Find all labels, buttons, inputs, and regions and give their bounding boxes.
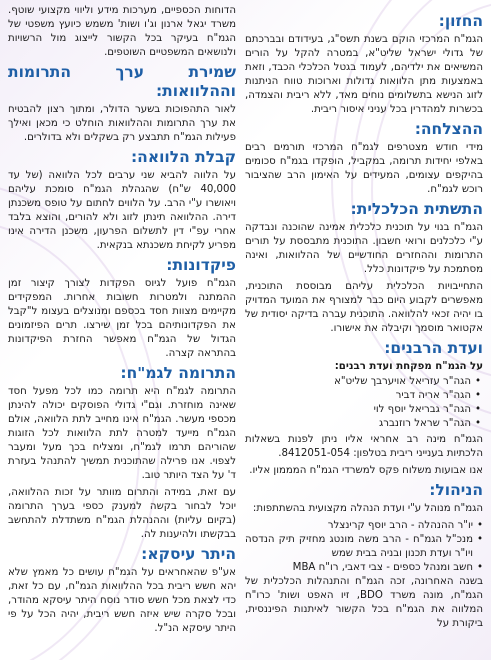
section-heading: היתר עיסקא: [141,545,236,563]
section-heading: הניהול: [429,481,483,499]
donation-section [8,364,236,542]
section-text: הגמ"ח המרכזי הוקם בשנת תשס"ג, בעידודם ובברכתם של גדולי ישראל שליט"א, במטרה להקל על הורים המשיאים את ילדיהם, לעמוד בגטל הכלכלי הכבד, וזאת באמצעות מתן הלוואות גדולות וארוכות טווח הניתנות לזוג הנישא בתשלומים נוחים מאד, ללא ריבית והצמדה, בכשרות למהדרין בכל עניני איסור ריבית. [245,34,483,115]
list-item: • חשב ומנהל כספים - צבי דאבי, רו"ח MBA [245,561,483,575]
section-text: הגמ"ח מנוהל ע"י ועדת הנהלה מקצועית בהשתתפות: [252,503,483,514]
section-subtitle: על הגמ"ח מפקחת ועדת רבנים: [334,361,483,372]
success-section [245,120,483,197]
section-text: הגמ"ח בנוי על תוכנית כלכלית אמינה שהוכנה ונבדקה ע"י כלכלנים ורואי חשבון. התוכנית מתבססת על תורים התרומות וההחזרים החודשיים של ההלוואות, ואינה מסתמכת על פיקדונות כלל. [245,222,483,275]
management-section [245,481,483,631]
section-text: על הלווה להביא שני ערבים לכל הלוואה (של עד 40,000 ש"ח) שהגהלת הגמ"ח סומכת עליהם ויאושרו ע"י הרב. על הלווים לחתום על טופס משכנתן דירה. ההלוואה תינתן לזוג ולא להורים, והוצא בלבד אחרי עפ"י דין לתשלום הפרעון, משכנן הדירה אינו מפריע לקיחת משכנתא בנקאית. [8,170,236,251]
management-list [245,519,483,575]
advantage-section [8,545,236,636]
section-text: התחייבויות הכלכלית עליהם מבוססת התוכנית, מאפשרים לקבוע היום כבר למצורף את המועד המדויק בו יהיה זכאי להלוואה. התוכנית עברה בדיקה יסודית של אקטואר מוסמך וקיבלה את אישורו. [245,281,483,334]
section-text: הגמ"ח פועל לגיוס הפקדות לצורך קיצור זמן ההמתנה ולמטרות חשובות אחרות. המפקידים מקיימים מצוות חסד בכספם ומנוצלים בעצומ ל"קבל את הפקדונותיהם בכל זמן שירצו. תרים הפיזמונים הגדול של הגמ"ח מאפשר החזרת הפיקדונות בהתראה קצרה. [8,278,236,359]
intro-section [8,4,236,60]
section-heading: פיקדונות: [166,256,236,274]
section-heading: קבלת הלוואה: [130,148,236,166]
vision-section [245,12,483,117]
value-section [8,63,236,145]
list-item: • הגה"ר עזריאל אויערבך שליט"א [245,375,483,389]
section-text: אנו אבועות משלוח פקס למשרדי הגמ"ח המממון אליו. [249,465,483,476]
rabbis-list [245,375,483,431]
list-item: • הגה"ר גבריאל יוסף לוי [245,403,483,417]
section-heading: החזון: [438,12,483,30]
list-item: • הגה"ר שראל רוזנברג [245,417,483,431]
list-item: • הגה"ר אריה דביר [245,389,483,403]
list-item: • יו"ר ההנהלה - הרב יוסף קרינצלר [245,519,483,533]
section-heading: שמירת ערך התרומות וההלוואות: [8,63,236,100]
section-heading: התרומה לגמ"ח: [120,364,236,382]
section-text: בשנה האחרונה, זכה הגמ"ח והתנהלות הכלכלית של הגמ"ח, מונה משרד BDO, זיו האפט ושות' כרו"ח המלווה את הגמ"ח בכל הקשור לאיתנות הפיננסית, ביקורת על [245,576,484,629]
section-heading: ועדת הרבנים: [384,339,483,357]
rabbis-section [245,339,483,478]
section-text: עם זאת, במידה והתרום מוותר על זכות ההלוואה, יוכל לבחור בקשה למענק כספי בערך התרומה (בקיום עליות) וההנהלת הגמ"ח משתדלת להתחשב בבקשתו ולהיענות לה. [8,487,236,540]
section-text: התרומה לגמ"ח היא תרומה כמו לכל מפעל חסד שאינה מוחזרת. וגם"י גדולי הפוסקים יכולה להינתן מכספי מעשר. הגמ"ח אינו מחייב לתת הלוואה, אולם הגמ"ח מייעד למטרה לתת הלוואות לכל הזוגות שהוריהם תרמו לגמ"ח, ומצליח בכך מעל ומעבר לצפוי. אנו פרילה שהתוכנית תמשיך להתנהל בעזרת ד' על הצד היותר טוב. [8,386,236,481]
left-column [8,4,236,660]
section-text: הדוחות הכספיים, מערכות מידע וליווי מקצועי שוטף. משרד יגאל ארנון וג'ו ושות' משמש כיועץ משפטי של הגמ"ח בעיקר בכל הקשור לייצוג מול הרשויות ולנושאים המשפטיים השוטפים. [8,5,236,58]
section-text: מידי חודש מצטרפים לגמ"ח המרכזי תורמים רבים באלפי יחידות תרומה, במקביל, הופקדו בגמ"ח סכומים בהיקפים עצומים, המעידים על האימון הרב שהציבור רוכש לגמ"ח. [245,142,483,195]
section-text: אע"פ שהאחראים על הגמ"ח עושים כל מאמץ שלא יהא חשש ריבית בכל ההלוואות הגמ"ח, עם כל זאת, כדי לצאת מכל חשש סודר נוסח היתר עיסקא מהודר, ובכל סקרה שיש איזה חשש ריבית, יהיה הכל על פי היתר עיסקא הנ"ל. [8,567,236,634]
list-item: • מנכ"ל הגמ"ח - הרב משה מונטג מחזיק תיק הנדסה ויו"ר ועדת תכנון ובניה בבית שמש [245,533,483,561]
section-heading: ההצלחה: [414,120,483,138]
section-heading: התשתית הכלכלית: [350,200,483,218]
right-column [245,10,483,660]
deposits-section [8,256,236,361]
section-text: הגמ"ח מינה רב אחראי אליו ניתן לפנות בשאלות הלכתיות בענייני ריבית בטלפון: 8412051-054. [245,434,483,459]
section-text: לאור התהפוכות בשער הדולר, ומתוך רצון להבטיח את ערך התרומות וההלוואות הוחלט כי מכאן ואילך פעילות הגמ"ח תתבצע רק בשקלים ולא בדולרים. [8,104,236,143]
loan-section [8,148,236,253]
infrastructure-section [245,200,483,336]
